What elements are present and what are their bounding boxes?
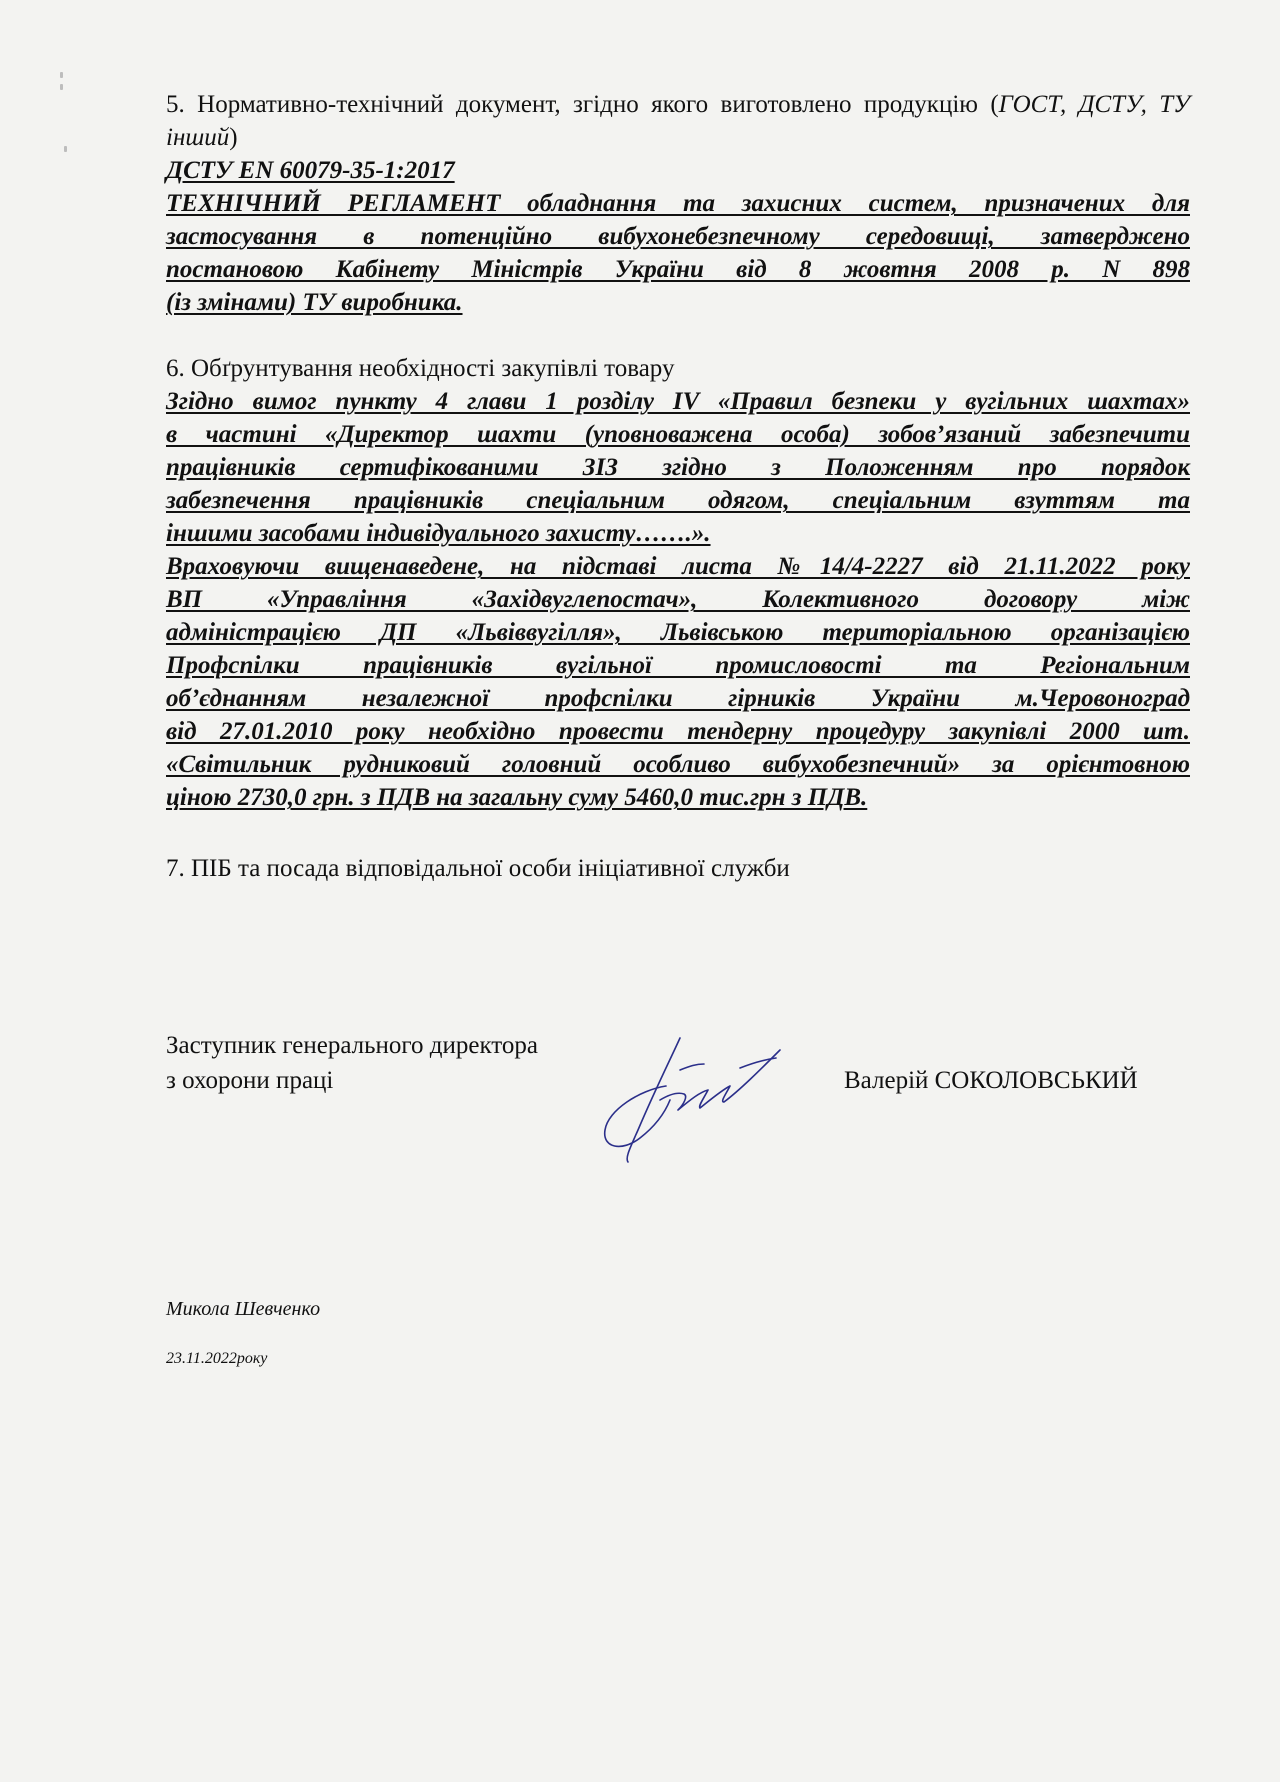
signatory-position [166,1028,538,1098]
section-5-title-close: ) [229,124,238,151]
handwritten-signature [600,1030,840,1170]
justification-line [166,385,1190,418]
justification-line [166,418,1190,451]
justification-line [166,451,1190,484]
section-5-title [166,88,1190,154]
justification-line-text: об’єднанням незалежної профспілки гірників України м.Черовоноград [166,685,1190,712]
regulation-line-text: (із змінами) ТУ виробника. [166,289,463,316]
justification-line-text: від 27.01.2010 року необхідно провести тендерну процедуру закупівлі 2000 шт. [166,718,1190,745]
regulation-line [166,187,1190,220]
justification-line [166,649,1190,682]
regulation-line-text: ТЕХНІЧНИЙ РЕГЛАМЕНТ обладнання та захисних систем, призначених для [166,190,1190,217]
justification-line-text: «Світильник рудниковий головний особливо вибухобезпечний» за орієнтовною [166,751,1190,778]
justification-line-text: Враховуючи вищенаведене, на підставі листа №14/4-2227 від 21.11.2022 року [166,553,1190,580]
standard-code [166,154,1190,187]
scan-artifact [64,146,67,152]
regulation-line [166,220,1190,253]
regulation-line-text: застосування в потенційно вибухонебезпечному середовищі, затверджено [166,223,1190,250]
justification-line-text: в частині «Директор шахти (уповноважена особа) зобов’язаний забезпечити [166,421,1190,448]
section-5-title-text: Нормативно-технічний документ, згідно якого виготовлено продукцію ( [197,91,999,118]
justification-line [166,484,1190,517]
signature-stroke [605,1086,670,1146]
justification-line-text: працівників сертифікованими ЗІЗ згідно з Положенням про порядок [166,454,1190,481]
section-5-title-italic: ГОСТ, ДСТУ, ТУ інший [166,91,1191,151]
signatory-name: Валерій СОКОЛОВСЬКИЙ [844,1067,1138,1094]
section-6 [166,352,1190,814]
signature-stroke [627,1038,680,1162]
justification-line [166,715,1190,748]
justification-line [166,517,1190,550]
justification-line [166,781,1190,814]
justification-line-text: забезпечення працівників спеціальним одягом, спеціальним взуттям та [166,487,1190,514]
justification-line-text: Згідно вимог пункту 4 глави 1 розділу IV «Правил безпеки у вугільних шахтах» [166,388,1190,415]
section-6-title: 6. Обґрунтування необхідності закупівлі товару [166,355,675,382]
document-date: 23.11.2022року [166,1350,268,1367]
scan-artifact [60,72,63,78]
executor-name: Микола Шевченко [166,1298,321,1320]
justification-line [166,550,1190,583]
justification-line-text: Профспілки працівників вугільної промисловості та Регіональним [166,652,1190,679]
justification-line [166,616,1190,649]
section-5 [166,88,1190,319]
justification-line-text: ВП «Управління «Західвуглепостач», Колективного договору між [166,586,1190,613]
justification-line-text: адміністрацією ДП «Львіввугілля», Львівською територіальною організацією [166,619,1190,646]
regulation-line [166,286,1190,319]
section-7 [166,852,1190,885]
standard-code-text: ДСТУ EN 60079-35-1:2017 [166,157,455,184]
justification-line-text: ціною 2730,0 грн. з ПДВ на загальну суму 5460,0 тис.грн з ПДВ. [166,784,868,811]
signatory-position-line: з охорони праці [166,1067,334,1094]
section-7-title: 7. ПІБ та посада відповідальної особи ініціативної служби [166,855,790,882]
justification-line [166,682,1190,715]
section-5-number: 5. [166,91,185,118]
regulation-line [166,253,1190,286]
signature-stroke [680,1064,704,1070]
scan-artifact [60,84,63,90]
justification-line [166,748,1190,781]
regulation-line-text: постановою Кабінету Міністрів України від 8 жовтня 2008 р. N 898 [166,256,1190,283]
justification-line [166,583,1190,616]
signatory-position-line: Заступник генерального директора [166,1032,538,1059]
signature-stroke [660,1050,780,1110]
justification-line-text: іншими засобами індивідуального захисту…….». [166,520,711,547]
signature-stroke [740,1058,776,1068]
